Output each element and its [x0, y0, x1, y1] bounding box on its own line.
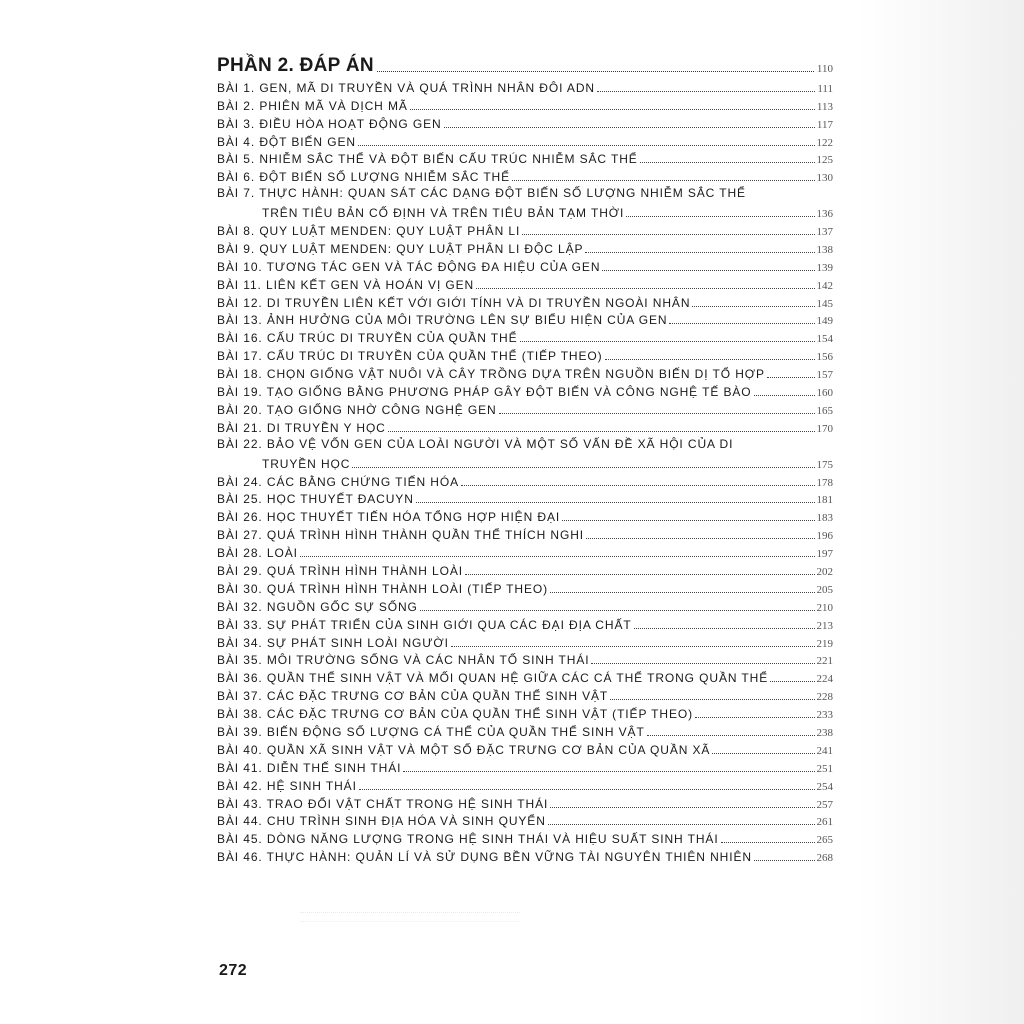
- toc-entry: [217, 221, 833, 239]
- toc-entry: [217, 758, 833, 776]
- toc-entry-page-number: 125: [816, 154, 833, 167]
- toc-entry-label: BÀI 2. PHIÊN MÃ VÀ DỊCH MÃ: [217, 98, 408, 113]
- toc-entry: [217, 472, 833, 490]
- toc-entry-page-number: 254: [816, 780, 833, 793]
- toc-entry: [217, 651, 833, 669]
- dot-leader: [352, 467, 814, 468]
- toc-entry-page-number: 224: [816, 673, 833, 686]
- dot-leader: [416, 502, 815, 503]
- dot-leader: [420, 610, 815, 611]
- dot-leader: [610, 699, 814, 700]
- toc-entry: [217, 328, 833, 346]
- toc-entry-page-number: 261: [816, 816, 833, 829]
- toc-entry-label: BÀI 32. NGUỒN GỐC SỰ SỐNG: [217, 599, 418, 614]
- toc-entry-page-number: 181: [816, 494, 833, 507]
- toc-entry: [217, 436, 833, 472]
- toc-entry-label: BÀI 30. QUÁ TRÌNH HÌNH THÀNH LOÀI (TIẾP THEO): [217, 581, 549, 596]
- toc-entry-label: BÀI 6. ĐỘT BIẾN SỐ LƯỢNG NHIỄM SẮC THỂ: [217, 170, 511, 185]
- dot-leader: [444, 127, 815, 128]
- toc-entry: [217, 704, 833, 722]
- toc-entry: [217, 507, 833, 525]
- toc-entry-label: BÀI 24. CÁC BẰNG CHỨNG TIẾN HÓA: [217, 474, 459, 489]
- toc-entry: [217, 418, 833, 436]
- toc-entry: [217, 597, 833, 615]
- toc-entry-page-number: 138: [816, 243, 833, 256]
- toc-entry-continuation-line: [217, 203, 833, 221]
- toc-entry-label: BÀI 19. TẠO GIỐNG BẰNG PHƯƠNG PHÁP GÂY ĐỘT BIẾN VÀ CÔNG NGHỆ TẾ BÀO: [217, 385, 752, 400]
- toc-entry: [217, 293, 833, 311]
- dot-leader: [770, 681, 814, 682]
- toc-entry-page-number: 241: [816, 744, 833, 757]
- dot-leader: [597, 91, 815, 92]
- dot-leader: [562, 520, 814, 521]
- toc-entry-label: BÀI 42. HỆ SINH THÁI: [217, 778, 357, 793]
- toc-entry-page-number: 113: [816, 100, 833, 113]
- toc-entry: [217, 132, 833, 150]
- toc-entry-page-number: 238: [816, 726, 833, 739]
- dot-leader: [359, 789, 815, 790]
- toc-entry-continuation-line: [217, 454, 833, 472]
- toc-entry: [217, 615, 833, 633]
- toc-entry-label-continuation: TRUYỀN HỌC: [262, 456, 351, 471]
- toc-entry-label: BÀI 45. DÒNG NĂNG LƯỢNG TRONG HỆ SINH THÁI VÀ HIỆU SUẤT SINH THÁI: [217, 832, 719, 847]
- toc-entry-page-number: 210: [816, 601, 833, 614]
- toc-entry-label: BÀI 38. CÁC ĐẶC TRƯNG CƠ BẢN CỦA QUẦN THỂ SINH VẬT (TIẾP THEO): [217, 707, 693, 722]
- toc-entry-page-number: 149: [816, 315, 833, 328]
- toc-entry-label: BÀI 9. QUY LUẬT MENDEN: QUY LUẬT PHÂN LI ĐỘC LẬP: [217, 241, 584, 256]
- toc-entry-list: [217, 78, 833, 865]
- dot-leader: [550, 807, 814, 808]
- dot-leader: [602, 270, 814, 271]
- dot-leader: [721, 842, 815, 843]
- toc-entry: [217, 150, 833, 168]
- dot-leader: [626, 216, 814, 217]
- faint-bleed-through: [300, 912, 520, 922]
- dot-leader: [550, 592, 814, 593]
- toc-entry: [217, 382, 833, 400]
- toc-entry-page-number: 154: [816, 333, 833, 346]
- toc-entry-page-number: 196: [816, 530, 833, 543]
- section-heading: [217, 54, 833, 76]
- toc-entry: [217, 275, 833, 293]
- toc-entry: [217, 364, 833, 382]
- toc-entry-page-number: 139: [816, 261, 833, 274]
- toc-entry-label: BÀI 46. THỰC HÀNH: QUẢN LÍ VÀ SỬ DỤNG BỀN VỮNG TÀI NGUYÊN THIÊN NHIÊN: [217, 850, 752, 865]
- toc-entry: [217, 257, 833, 275]
- toc-entry: [217, 722, 833, 740]
- dot-leader: [522, 234, 814, 235]
- toc-entry-label: BÀI 4. ĐỘT BIẾN GEN: [217, 134, 356, 149]
- toc-entry-page-number: 142: [816, 279, 833, 292]
- toc-entry-page-number: 160: [816, 387, 833, 400]
- toc-entry: [217, 78, 833, 96]
- toc-entry-page-number: 205: [816, 583, 833, 596]
- toc-entry-label: BÀI 16. CẤU TRÚC DI TRUYỀN CỦA QUẦN THỂ: [217, 331, 518, 346]
- toc-entry-label: BÀI 5. NHIỄM SẮC THỂ VÀ ĐỘT BIẾN CẤU TRÚC NHIỄM SẮC THỂ: [217, 152, 638, 167]
- toc-entry-page-number: 137: [816, 226, 833, 239]
- toc-entry-label: BÀI 10. TƯƠNG TÁC GEN VÀ TÁC ĐỘNG ĐA HIỆU CỦA GEN: [217, 259, 601, 274]
- toc-entry-page-number: 117: [816, 118, 833, 131]
- toc-entry-label: BÀI 35. MÔI TRƯỜNG SỐNG VÀ CÁC NHÂN TỐ SINH THÁI: [217, 653, 590, 668]
- dot-leader: [767, 377, 815, 378]
- toc-entry-page-number: 202: [816, 565, 833, 578]
- toc-entry: [217, 400, 833, 418]
- dot-leader: [388, 431, 815, 432]
- dot-leader: [465, 574, 815, 575]
- toc-entry-label: BÀI 12. DI TRUYỀN LIÊN KẾT VỚI GIỚI TÍNH VÀ DI TRUYỀN NGOÀI NHÂN: [217, 295, 691, 310]
- dot-leader: [754, 395, 815, 396]
- toc-entry-page-number: 213: [816, 619, 833, 632]
- toc-entry-label: BÀI 3. ĐIỀU HÒA HOẠT ĐỘNG GEN: [217, 116, 442, 131]
- dot-leader: [605, 359, 815, 360]
- dot-leader: [634, 628, 815, 629]
- toc-entry-page-number: 233: [816, 709, 833, 722]
- toc-entry-label: BÀI 13. ẢNH HƯỞNG CỦA MÔI TRƯỜNG LÊN SỰ BIỂU HIỆN CỦA GEN: [217, 313, 668, 328]
- toc-entry-page-number: 228: [816, 691, 833, 704]
- page-edge-shadow: [856, 0, 1024, 1024]
- dot-leader: [692, 306, 814, 307]
- toc-entry-label: BÀI 43. TRAO ĐỔI VẬT CHẤT TRONG HỆ SINH THÁI: [217, 796, 549, 811]
- toc-entry-label: BÀI 27. QUÁ TRÌNH HÌNH THÀNH QUẦN THỂ THÍCH NGHI: [217, 528, 585, 543]
- toc-entry: [217, 490, 833, 508]
- toc-entry-label: BÀI 39. BIẾN ĐỘNG SỐ LƯỢNG CÁ THỂ CỦA QUẦN THỂ SINH VẬT: [217, 724, 645, 739]
- toc-entry-label: BÀI 22. BẢO VỆ VỐN GEN CỦA LOÀI NGƯỜI VÀ MỘT SỐ VẤN ĐỀ XÃ HỘI CỦA DI: [217, 436, 734, 451]
- toc-entry: [217, 668, 833, 686]
- dot-leader: [669, 323, 814, 324]
- dot-leader: [410, 109, 815, 110]
- toc-entry-label: BÀI 40. QUẦN XÃ SINH VẬT VÀ MỘT SỐ ĐẶC TRƯNG CƠ BẢN CỦA QUẦN XÃ: [217, 742, 711, 757]
- dot-leader: [476, 288, 814, 289]
- toc-entry-label: BÀI 34. SỰ PHÁT SINH LOÀI NGƯỜI: [217, 635, 449, 650]
- toc-entry: [217, 561, 833, 579]
- toc-entry-label: BÀI 17. CẤU TRÚC DI TRUYỀN CỦA QUẦN THỂ (TIẾP THEO): [217, 349, 603, 364]
- dot-leader: [403, 771, 814, 772]
- toc-entry-label: BÀI 21. DI TRUYỀN Y HỌC: [217, 420, 386, 435]
- toc-entry-page-number: 157: [816, 369, 833, 382]
- page-number: 272: [219, 962, 248, 979]
- toc-entry: [217, 96, 833, 114]
- toc-entry: [217, 239, 833, 257]
- toc-entry: [217, 525, 833, 543]
- dot-leader: [647, 735, 815, 736]
- toc-entry-label: BÀI 26. HỌC THUYẾT TIẾN HÓA TỔNG HỢP HIỆN ĐẠI: [217, 510, 561, 525]
- toc-entry-page-number: 122: [816, 136, 833, 149]
- toc-entry-page-number: 221: [816, 655, 833, 668]
- dot-leader: [695, 717, 815, 718]
- toc-entry-page-number: 170: [816, 422, 833, 435]
- toc-entry-label: BÀI 25. HỌC THUYẾT ĐACUYN: [217, 492, 414, 507]
- toc-entry-page-number: 175: [816, 458, 833, 471]
- dot-leader: [712, 753, 814, 754]
- toc-entry-label: BÀI 37. CÁC ĐẶC TRƯNG CƠ BẢN CỦA QUẦN THỂ SINH VẬT: [217, 689, 609, 704]
- toc-entry-page-number: 265: [816, 834, 833, 847]
- toc-entry-label: BÀI 33. SỰ PHÁT TRIỂN CỦA SINH GIỚI QUA CÁC ĐẠI ĐỊA CHẤT: [217, 617, 632, 632]
- toc-entry-page-number: 130: [816, 172, 833, 185]
- toc-entry-label: BÀI 36. QUẦN THỂ SINH VẬT VÀ MỐI QUAN HỆ GIỮA CÁC CÁ THỂ TRONG QUẦN THỂ: [217, 671, 769, 686]
- toc-entry: [217, 579, 833, 597]
- toc-entry: [217, 776, 833, 794]
- toc-entry: [217, 543, 833, 561]
- dot-leader: [499, 413, 815, 414]
- toc-entry-page-number: 165: [816, 404, 833, 417]
- toc-entry-label: BÀI 8. QUY LUẬT MENDEN: QUY LUẬT PHÂN LI: [217, 224, 521, 239]
- dot-leader: [358, 145, 815, 146]
- toc-entry-label-continuation: TRÊN TIÊU BẢN CỐ ĐỊNH VÀ TRÊN TIÊU BẢN TẠM THỜI: [262, 206, 625, 221]
- toc-entry-page-number: 111: [817, 82, 833, 95]
- dot-leader: [640, 162, 815, 163]
- toc-entry-page-number: 197: [816, 548, 833, 561]
- toc-entry-page-number: 156: [816, 351, 833, 364]
- toc-entry-page-number: 183: [816, 512, 833, 525]
- dot-leader: [377, 71, 814, 72]
- toc-entry-label: BÀI 11. LIÊN KẾT GEN VÀ HOÁN VỊ GEN: [217, 277, 475, 292]
- toc-entry-page-number: 268: [816, 852, 833, 865]
- toc-entry: [217, 114, 833, 132]
- section-title: PHẦN 2. ĐÁP ÁN: [217, 55, 374, 76]
- dot-leader: [300, 556, 815, 557]
- toc-entry: [217, 829, 833, 847]
- dot-leader: [754, 860, 815, 861]
- dot-leader: [591, 663, 814, 664]
- toc-entry: [217, 311, 833, 329]
- table-of-contents: [217, 54, 833, 865]
- dot-leader: [461, 485, 815, 486]
- toc-entry-label: BÀI 7. THỰC HÀNH: QUAN SÁT CÁC DẠNG ĐỘT BIẾN SỐ LƯỢNG NHIỄM SẮC THỂ: [217, 186, 746, 201]
- toc-entry: [217, 346, 833, 364]
- toc-entry-page-number: 178: [816, 476, 833, 489]
- toc-entry-page-number: 251: [816, 762, 833, 775]
- toc-entry: [217, 185, 833, 221]
- dot-leader: [520, 341, 815, 342]
- toc-entry-page-number: 136: [816, 208, 833, 221]
- toc-entry-label: BÀI 20. TẠO GIỐNG NHỜ CÔNG NGHỆ GEN: [217, 402, 497, 417]
- dot-leader: [548, 824, 815, 825]
- toc-entry: [217, 633, 833, 651]
- toc-entry: [217, 812, 833, 830]
- toc-entry-page-number: 257: [816, 798, 833, 811]
- toc-entry-label: BÀI 29. QUÁ TRÌNH HÌNH THÀNH LOÀI: [217, 563, 463, 578]
- toc-entry-label: BÀI 1. GEN, MÃ DI TRUYỀN VÀ QUÁ TRÌNH NHÂN ĐÔI ADN: [217, 80, 595, 95]
- toc-entry: [217, 847, 833, 865]
- toc-entry: [217, 686, 833, 704]
- dot-leader: [585, 252, 814, 253]
- dot-leader: [586, 538, 814, 539]
- toc-entry-label: BÀI 41. DIỄN THẾ SINH THÁI: [217, 760, 402, 775]
- toc-entry-page-number: 219: [816, 637, 833, 650]
- toc-entry: [217, 167, 833, 185]
- section-page-number: 110: [816, 63, 833, 75]
- toc-entry-label: BÀI 28. LOÀI: [217, 546, 298, 561]
- toc-entry-page-number: 145: [816, 297, 833, 310]
- toc-entry-label: BÀI 18. CHỌN GIỐNG VẬT NUÔI VÀ CÂY TRỒNG DỰA TRÊN NGUỒN BIẾN DỊ TỔ HỢP: [217, 367, 765, 382]
- dot-leader: [512, 180, 814, 181]
- toc-entry: [217, 794, 833, 812]
- toc-entry-label: BÀI 44. CHU TRÌNH SINH ĐỊA HÓA VÀ SINH QUYỂN: [217, 814, 546, 829]
- toc-entry: [217, 740, 833, 758]
- dot-leader: [451, 646, 815, 647]
